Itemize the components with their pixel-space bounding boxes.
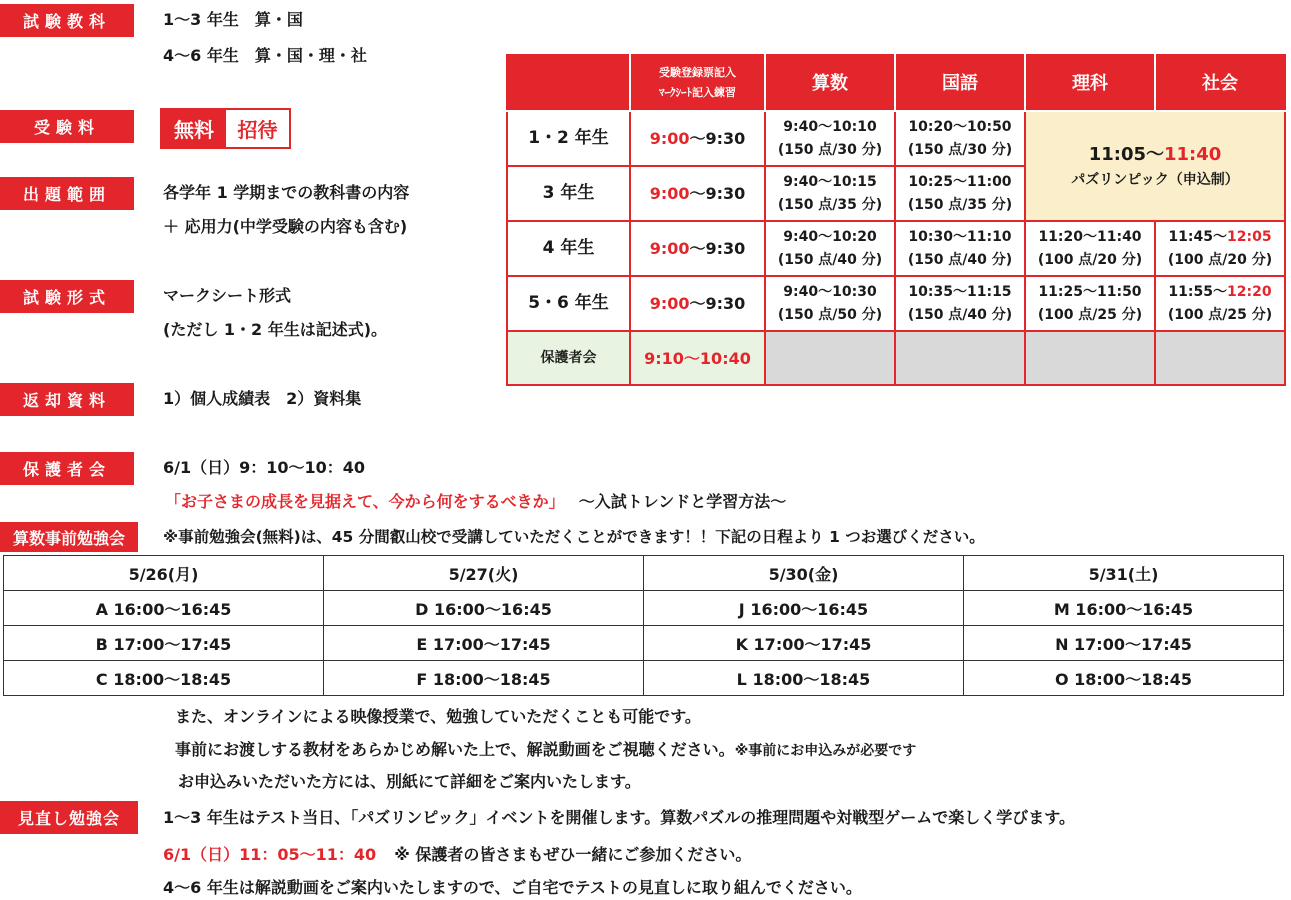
social-cell: 11:45～12:05 (100 点/20 分) — [1155, 221, 1285, 276]
study-slot: O 18:00～18:45 — [964, 661, 1284, 696]
study-date-header: 5/30(金) — [644, 556, 964, 591]
schedule-parents-row — [507, 331, 1285, 385]
scope-label: 出題範囲 — [0, 177, 134, 210]
subjects-line-1: 1～3 年生 算・国 — [163, 10, 303, 29]
study-date-header: 5/31(土) — [964, 556, 1284, 591]
registration-cell: 9:00～9:30 — [630, 166, 765, 221]
study-date-header: 5/26(月) — [4, 556, 324, 591]
empty-cell — [1155, 331, 1285, 385]
parents-date: 6/1（日）9：10～10：40 — [163, 458, 366, 477]
study-date-header: 5/27(火) — [324, 556, 644, 591]
format-line-2: (ただし 1・2 年生は記述式)。 — [163, 320, 388, 339]
study-slot: M 16:00～16:45 — [964, 591, 1284, 626]
study-note: ※事前勉強会(無料)は、45 分間叡山校で受講していただくことができます！！下記の日程より 1 つお選びください。 — [163, 528, 985, 546]
exam-schedule-table — [506, 54, 1286, 386]
empty-cell — [765, 331, 895, 385]
study-header-row — [4, 556, 1284, 591]
schedule-row — [507, 276, 1285, 331]
parents-title-sub: ～入試トレンドと学習方法～ — [578, 492, 787, 511]
badge-free: 無料 — [162, 110, 226, 147]
empty-cell — [1025, 331, 1155, 385]
study-slot: F 18:00～18:45 — [324, 661, 644, 696]
returns-label: 返却資料 — [0, 383, 134, 416]
registration-cell: 9:00～9:30 — [630, 111, 765, 166]
header-math: 算数 — [765, 55, 895, 111]
format-label: 試験形式 — [0, 280, 134, 313]
header-social: 社会 — [1155, 55, 1285, 111]
study-slot: L 18:00～18:45 — [644, 661, 964, 696]
science-cell: 11:20～11:40 (100 点/20 分) — [1025, 221, 1155, 276]
review-label: 見直し勉強会 — [0, 801, 138, 834]
fee-label: 受験料 — [0, 110, 134, 143]
math-cell: 9:40～10:10 (150 点/30 分) — [765, 111, 895, 166]
study-slot: J 16:00～16:45 — [644, 591, 964, 626]
online-line: また、オンラインによる映像授業で、勉強していただくことも可能です。 — [175, 707, 701, 726]
japanese-cell: 10:35～11:15 (150 点/40 分) — [895, 276, 1025, 331]
review-line-1: 1～3 年生はテスト当日、「パズリンピック」イベントを開催します。算数パズルの推理問題や対戦型ゲームで楽しく学びます。 — [163, 808, 1075, 827]
registration-cell: 9:00～9:30 — [630, 276, 765, 331]
social-cell: 11:55～12:20 (100 点/25 分) — [1155, 276, 1285, 331]
registration-cell: 9:00～9:30 — [630, 221, 765, 276]
parents-row-time: 9:10～10:40 — [630, 331, 765, 385]
math-cell: 9:40～10:15 (150 点/35 分) — [765, 166, 895, 221]
study-slot: E 17:00～17:45 — [324, 626, 644, 661]
details-line: お申込みいただいた方には、別紙にて詳細をご案内いたします。 — [178, 772, 641, 791]
study-slot: D 16:00～16:45 — [324, 591, 644, 626]
math-cell: 9:40～10:30 (150 点/50 分) — [765, 276, 895, 331]
grade-cell: 3 年生 — [507, 166, 630, 221]
schedule-row — [507, 221, 1285, 276]
study-slot: C 18:00～18:45 — [4, 661, 324, 696]
header-japanese: 国語 — [895, 55, 1025, 111]
study-slot: K 17:00～17:45 — [644, 626, 964, 661]
study-slot: A 16:00～16:45 — [4, 591, 324, 626]
schedule-header-row — [507, 55, 1285, 111]
japanese-cell: 10:20～10:50 (150 点/30 分) — [895, 111, 1025, 166]
grade-cell: 5・6 年生 — [507, 276, 630, 331]
application-note: ※事前にお申込みが必要です — [734, 743, 917, 759]
study-session-table — [3, 555, 1284, 696]
header-empty — [507, 55, 630, 111]
header-registration: 受験登録票記入 ﾏｰｸｼｰﾄ記入練習 — [630, 55, 765, 111]
format-line-1: マークシート形式 — [163, 286, 292, 305]
empty-cell — [895, 331, 1025, 385]
grade-cell: 4 年生 — [507, 221, 630, 276]
parents-title — [165, 492, 786, 512]
grade-cell: 1・2 年生 — [507, 111, 630, 166]
parents-row-label: 保護者会 — [507, 331, 630, 385]
header-science: 理科 — [1025, 55, 1155, 111]
parents-title-main: 「お子さまの成長を見据えて、今から何をするべきか」 — [165, 492, 565, 511]
review-note: ※ 保護者の皆さまもぜひ一緒にご参加ください。 — [394, 845, 752, 864]
japanese-cell: 10:30～11:10 (150 点/40 分) — [895, 221, 1025, 276]
scope-line-1: 各学年 1 学期までの教科書の内容 — [163, 183, 410, 202]
free-invite-badge — [160, 108, 291, 149]
parents-label: 保護者会 — [0, 452, 134, 485]
science-cell: 11:25～11:50 (100 点/25 分) — [1025, 276, 1155, 331]
study-row — [4, 661, 1284, 696]
math-cell: 9:40～10:20 (150 点/40 分) — [765, 221, 895, 276]
schedule-row — [507, 111, 1285, 166]
scope-line-2: ＋ 応用力(中学受験の内容も含む) — [163, 217, 408, 236]
study-slot: N 17:00～17:45 — [964, 626, 1284, 661]
badge-invite: 招待 — [237, 118, 278, 142]
review-line-3: 4～6 年生は解説動画をご案内いたしますので、ご自宅でテストの見直しに取り組んでください。 — [163, 878, 862, 897]
study-row — [4, 591, 1284, 626]
subjects-line-2: 4～6 年生 算・国・理・社 — [163, 46, 367, 65]
materials-line: 事前にお渡しする教材をあらかじめ解いた上で、解説動画をご視聴ください。※事前にお申込みが必要です — [175, 740, 917, 759]
study-row — [4, 626, 1284, 661]
puzzlympic-cell: 11:05～11:40 パズリンピック（申込制） — [1025, 111, 1285, 221]
subjects-label: 試験教科 — [0, 4, 134, 37]
returns-line: 1）個人成績表 2）資料集 — [163, 389, 362, 408]
study-slot: B 17:00～17:45 — [4, 626, 324, 661]
japanese-cell: 10:25～11:00 (150 点/35 分) — [895, 166, 1025, 221]
review-date: 6/1（日）11：05～11：40 — [163, 845, 377, 864]
study-label: 算数事前勉強会 — [0, 522, 138, 552]
review-line-2 — [163, 845, 751, 865]
